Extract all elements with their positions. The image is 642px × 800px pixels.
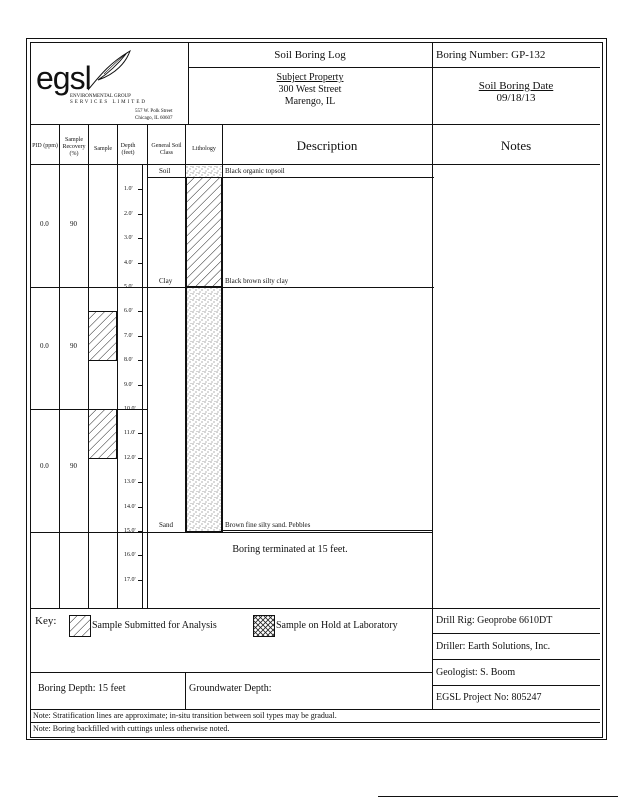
sample-submitted-1 <box>88 311 117 361</box>
company-subline-1: ENVIRONMENTAL GROUP <box>70 94 131 99</box>
depth-label: 16.0' <box>124 552 136 558</box>
depth-tick <box>138 263 143 264</box>
depth-label: 15.0' <box>124 528 136 534</box>
recovery-value-1: 90 <box>70 220 77 228</box>
subject-city: Marengo, IL <box>284 96 336 107</box>
soil-class-soil: Soil <box>159 167 171 175</box>
depth-label: 10.0' <box>124 406 136 412</box>
key-hold-swatch <box>253 615 275 637</box>
depth-tick <box>138 555 143 556</box>
description-sand: Brown fine silty sand. Pebbles <box>225 521 311 529</box>
soil-class-clay: Clay <box>159 277 173 285</box>
pid-value-1: 0.0 <box>40 220 49 228</box>
depth-label: 12.0' <box>124 455 136 461</box>
boring-depth: Boring Depth: 15 feet <box>38 683 126 694</box>
subject-address: 300 West Street <box>278 84 342 95</box>
depth-label: 8.0' <box>124 357 133 363</box>
footer-rule <box>378 796 618 797</box>
recovery-value-3: 90 <box>70 462 77 470</box>
boring-date: 09/18/13 <box>496 92 536 104</box>
col-recovery: Sample Recovery (%) <box>62 137 86 157</box>
depth-tick <box>138 531 143 532</box>
company-logo: egsl <box>36 60 91 96</box>
sample-submitted-2 <box>88 409 117 459</box>
depth-tick <box>138 214 143 215</box>
depth-label: 5.0' <box>124 284 133 290</box>
company-subline-2: SERVICES LIMITED <box>70 100 148 105</box>
description-topsoil: Black organic topsoil <box>225 167 285 175</box>
key-submitted-label: Sample Submitted for Analysis <box>92 620 217 631</box>
lithology-clay <box>186 177 222 287</box>
depth-tick <box>138 580 143 581</box>
depth-label: 9.0' <box>124 382 133 388</box>
depth-tick <box>138 287 143 288</box>
depth-tick <box>138 409 143 410</box>
col-pid: PID (ppm) <box>32 143 58 149</box>
depth-label: 4.0' <box>124 260 133 266</box>
pid-value-2: 0.0 <box>40 342 49 350</box>
company-address-2: Chicago, IL 60607 <box>135 116 173 121</box>
depth-tick <box>138 433 143 434</box>
subject-property-label: Subject Property <box>276 72 344 83</box>
note-backfill: Note: Boring backfilled with cuttings unless otherwise noted. <box>33 724 230 733</box>
depth-tick <box>138 336 143 337</box>
depth-tick <box>138 458 143 459</box>
depth-tick <box>138 238 143 239</box>
description-clay: Black brown silty clay <box>225 277 289 285</box>
depth-label: 1.0' <box>124 186 133 192</box>
recovery-value-2: 90 <box>70 342 77 350</box>
log-title: Soil Boring Log <box>274 49 346 61</box>
pid-value-3: 0.0 <box>40 462 49 470</box>
boring-terminated: Boring terminated at 15 feet. <box>232 544 348 555</box>
depth-label: 14.0' <box>124 504 136 510</box>
col-notes: Notes <box>500 138 532 153</box>
key-label: Key: <box>35 615 57 627</box>
depth-label: 6.0' <box>124 308 133 314</box>
depth-label: 3.0' <box>124 235 133 241</box>
boring-date-label: Soil Boring Date <box>478 80 554 92</box>
depth-label: 7.0' <box>124 333 133 339</box>
col-depth: Depth (feet) <box>120 143 136 156</box>
col-sample: Sample <box>94 146 112 152</box>
depth-label: 13.0' <box>124 479 136 485</box>
quill-icon <box>86 48 134 92</box>
drill-rig: Drill Rig: Geoprobe 6610DT <box>436 615 553 626</box>
company-address-1: 557 W. Polk Street <box>135 109 173 114</box>
depth-tick <box>138 482 143 483</box>
depth-label: 2.0' <box>124 211 133 217</box>
depth-label: 11.0' <box>124 430 136 436</box>
project-number: EGSL Project No: 805247 <box>436 692 542 703</box>
groundwater-depth: Groundwater Depth: <box>189 683 272 694</box>
col-lithology: Lithology <box>192 146 216 152</box>
depth-tick <box>138 311 143 312</box>
depth-tick <box>138 385 143 386</box>
soil-class-sand: Sand <box>159 521 173 529</box>
key-submitted-swatch <box>69 615 91 637</box>
lithology-topsoil <box>186 166 222 177</box>
depth-tick <box>138 507 143 508</box>
note-stratification: Note: Stratification lines are approximate; in-situ transition between soil types may be gradual. <box>33 711 337 720</box>
key-hold-label: Sample on Hold at Laboratory <box>276 620 398 631</box>
geologist: Geologist: S. Boom <box>436 667 516 678</box>
depth-tick <box>138 360 143 361</box>
depth-label: 17.0' <box>124 577 136 583</box>
boring-number: Boring Number: GP-132 <box>436 49 546 61</box>
driller: Driller: Earth Solutions, Inc. <box>436 641 551 652</box>
lithology-sand <box>186 287 222 532</box>
col-soil-class: General Soil Class <box>151 143 182 156</box>
col-description: Description <box>296 138 358 153</box>
depth-tick <box>138 189 143 190</box>
